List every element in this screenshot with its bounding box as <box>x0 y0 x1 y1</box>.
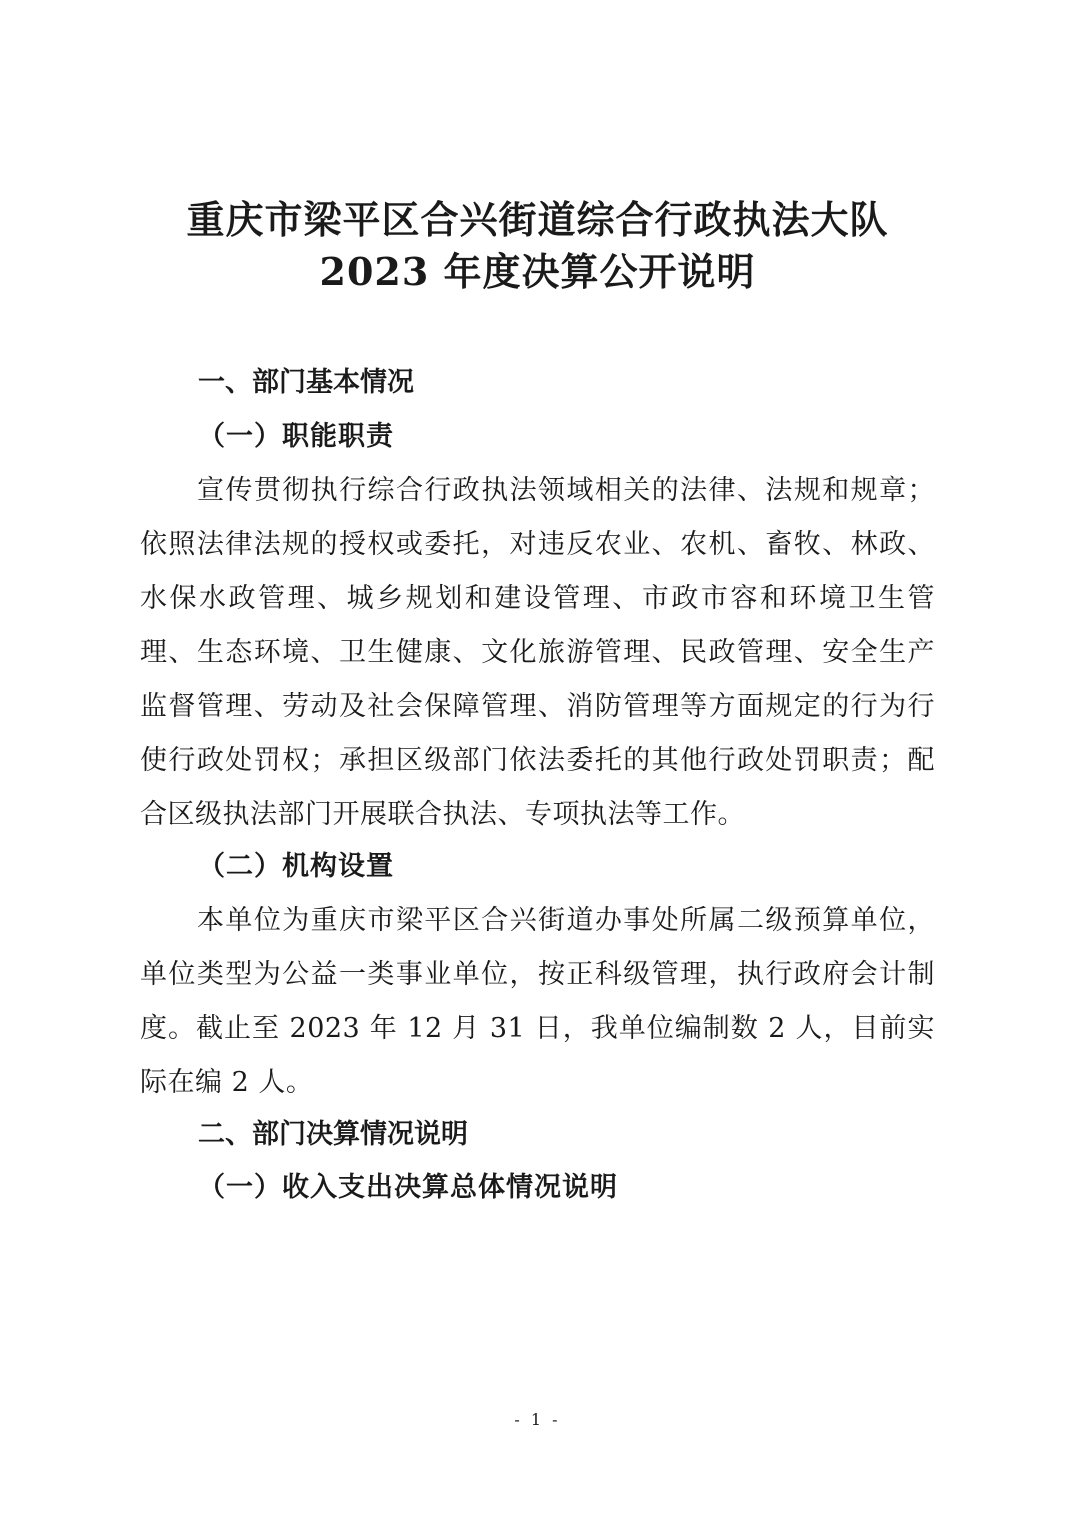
section1-sub1-heading: （一）职能职责 <box>198 421 394 452</box>
section2-sub1-heading: （一）收入支出决算总体情况说明 <box>198 1172 618 1203</box>
section1-heading: 一、部门基本情况 <box>198 367 414 398</box>
document-title-line1: 重庆市梁平区合兴街道综合行政执法大队 <box>186 197 889 242</box>
section1-sub1-text: 宣传贯彻执行综合行政执法领域相关的法律、法规和规章；依照法律法规的授权或委托，对违反农业、农机、畜牧、林政、水保水政管理、城乡规划和建设管理、市政市容和环境卫生管理、生态环境、卫生健康、文化旅游管理、民政管理、安全生产监督管理、劳动及社会保障管理、消防管理等方面规定的行为行使行政处罚权；承担区级部门依法委托的其他行政处罚职责；配合区级执法部门开展联合执法、专项执法等工作。 <box>140 475 935 830</box>
section1-sub2-heading: （二）机构设置 <box>198 851 394 882</box>
section2-heading: 二、部门决算情况说明 <box>198 1119 468 1150</box>
section1-sub2-text: 本单位为重庆市梁平区合兴街道办事处所属二级预算单位，单位类型为公益一类事业单位，按正科级管理，执行政府会计制度。截止至 2023 年 12 月 31 日，我单位编制数 2 人，目前实际在编 2 人。 <box>140 905 935 1098</box>
document-title-line2: 2023 年度决算公开说明 <box>319 249 756 294</box>
page-number: - 1 - <box>514 1410 561 1429</box>
